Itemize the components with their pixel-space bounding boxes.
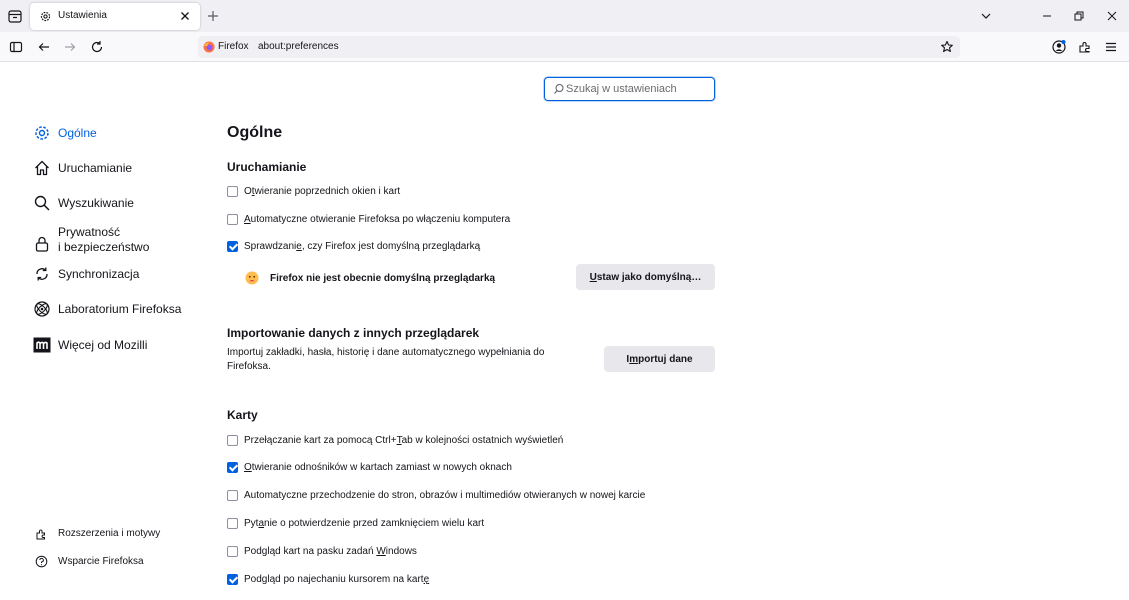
option-label: Sprawdzanie, czy Firefox jest domyślną przeglądarką xyxy=(244,240,481,252)
hover-preview-option[interactable] xyxy=(227,571,429,587)
category-sync[interactable] xyxy=(33,263,139,285)
search-input[interactable] xyxy=(566,81,706,97)
close-tab-icon[interactable] xyxy=(178,9,192,23)
help-icon xyxy=(35,555,48,568)
addons-link[interactable] xyxy=(35,525,160,541)
checkbox[interactable] xyxy=(227,574,238,585)
category-label: Wyszukiwanie xyxy=(58,195,134,210)
firefox-logo-icon xyxy=(203,41,215,53)
option-label: Otwieranie poprzednich okien i kart xyxy=(244,185,401,197)
bookmark-star-icon[interactable] xyxy=(939,39,955,55)
menu-icon[interactable] xyxy=(1103,39,1119,55)
back-icon[interactable] xyxy=(36,39,52,55)
option-label: Otwieranie odnośników w kartach zamiast w nowych oknach xyxy=(244,461,512,473)
reload-icon[interactable] xyxy=(89,39,105,55)
checkbox[interactable] xyxy=(227,546,238,557)
set-default-button[interactable]: U staw jako domyślną… xyxy=(576,264,715,290)
gear-icon xyxy=(39,10,52,23)
gear-icon xyxy=(33,124,51,142)
search-icon xyxy=(33,194,51,212)
default-browser-text: Firefox nie jest obecnie domyślną przeglądarką xyxy=(270,273,496,284)
tab-title: Ustawienia xyxy=(58,10,107,21)
category-more-from-mozilla[interactable] xyxy=(33,334,147,356)
tabs-heading: Karty xyxy=(227,408,258,422)
browser-tab[interactable] xyxy=(30,3,200,30)
autostart-option[interactable] xyxy=(227,211,510,227)
support-link[interactable] xyxy=(35,553,144,569)
page-title: Ogólne xyxy=(227,124,283,141)
option-label: Automatyczne przechodzenie do stron, obrazów i multimediów otwieranych w nowej karcie xyxy=(244,489,646,501)
category-label: Synchronizacja xyxy=(58,266,140,281)
ctrl-tab-option[interactable] xyxy=(227,432,563,448)
restore-session-option[interactable] xyxy=(227,183,400,199)
support-label: Wsparcie Firefoksa xyxy=(58,555,144,567)
category-label: Uruchamianie xyxy=(58,160,133,175)
checkbox[interactable] xyxy=(227,214,238,225)
startup-heading: Uruchamianie xyxy=(227,160,307,174)
forward-icon[interactable] xyxy=(62,39,78,55)
chevron-down-icon[interactable] xyxy=(978,8,994,24)
option-label: Pytanie o potwierdzenie przed zamknięciem wielu kart xyxy=(244,517,485,529)
home-icon xyxy=(33,159,51,177)
url-bar[interactable] xyxy=(198,36,960,58)
checkbox[interactable] xyxy=(227,241,238,252)
puzzle-icon xyxy=(35,527,48,540)
category-experimental[interactable] xyxy=(33,298,181,320)
account-icon[interactable] xyxy=(1051,39,1067,55)
mozilla-m-icon xyxy=(33,336,51,354)
checkbox[interactable] xyxy=(227,490,238,501)
import-heading: Importowanie danych z innych przeglądarek xyxy=(227,326,480,340)
links-in-tabs-option[interactable] xyxy=(227,459,512,475)
minimize-icon[interactable] xyxy=(1039,8,1055,24)
category-label: Ogólne xyxy=(58,125,97,140)
option-label: Podgląd kart na pasku zadań Windows xyxy=(244,545,417,557)
category-label: Laboratorium Firefoksa xyxy=(58,301,182,316)
identity-label: Firefox xyxy=(218,41,249,52)
addons-label: Rozszerzenia i motywy xyxy=(58,527,161,539)
sad-face-icon xyxy=(245,271,259,285)
restore-icon[interactable] xyxy=(1071,8,1087,24)
category-search[interactable] xyxy=(33,192,134,214)
category-general[interactable] xyxy=(33,122,97,144)
warn-close-multiple-option[interactable] xyxy=(227,515,484,531)
sync-icon xyxy=(33,265,51,283)
checkbox[interactable] xyxy=(227,518,238,529)
tab-strip xyxy=(0,0,1129,32)
extensions-icon[interactable] xyxy=(1077,39,1093,55)
checkbox[interactable] xyxy=(227,186,238,197)
tab-list-icon[interactable] xyxy=(6,7,24,25)
import-description: Importuj zakładki, hasła, historię i dane automatycznego wypełniania do Firefoksa. xyxy=(227,347,545,372)
search-icon xyxy=(553,83,565,95)
check-default-option[interactable] xyxy=(227,238,480,254)
preferences-search[interactable] xyxy=(544,77,715,101)
url-text[interactable]: about:preferences xyxy=(258,41,339,52)
category-privacy[interactable] xyxy=(33,224,149,256)
import-data-button[interactable]: I m portuj dane xyxy=(604,346,715,372)
flask-icon xyxy=(33,300,51,318)
taskbar-preview-option[interactable] xyxy=(227,543,417,559)
checkbox[interactable] xyxy=(227,462,238,473)
sidebar-toggle-icon[interactable] xyxy=(8,39,24,55)
category-label: Prywatność i bezpieczeństwo xyxy=(58,225,150,254)
new-tab-icon[interactable] xyxy=(205,8,221,24)
checkbox[interactable] xyxy=(227,435,238,446)
option-label: Podgląd po najechaniu kursorem na kartę xyxy=(244,573,430,585)
option-label: Automatyczne otwieranie Firefoksa po włączeniu komputera xyxy=(244,213,511,225)
category-home[interactable] xyxy=(33,157,132,179)
close-window-icon[interactable] xyxy=(1104,8,1120,24)
option-label: Przełączanie kart za pomocą Ctrl+Tab w kolejności ostatnich wyświetleń xyxy=(244,434,564,446)
navigation-bar xyxy=(0,32,1129,62)
switch-to-new-tab-option[interactable] xyxy=(227,487,645,503)
lock-icon xyxy=(33,235,51,253)
category-label: Więcej od Mozilli xyxy=(58,337,148,352)
